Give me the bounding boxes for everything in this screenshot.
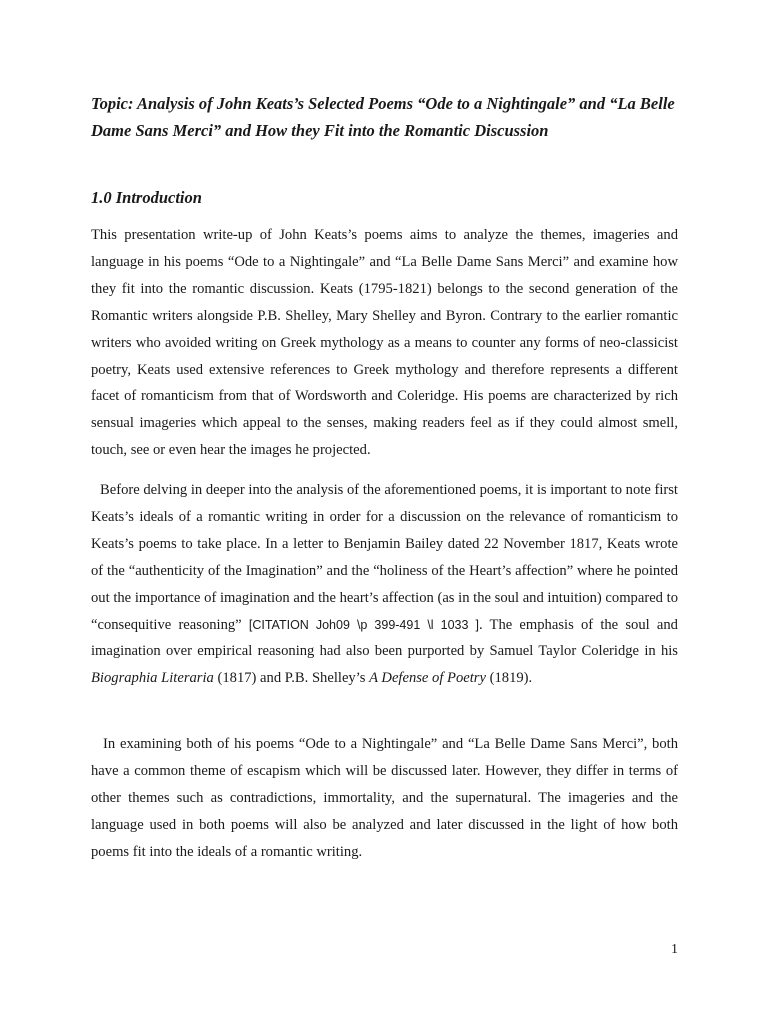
- intro-paragraph-3: In examining both of his poems “Ode to a Nightingale” and “La Belle Dame Sans Merci”, both have a common theme of escapism which will be discussed later. However, they differ in terms of other themes such as contradictions, immortality, and the supernatural. The imageries and the language used in both poems will also be analyzed and later discussed in the light of how both poems fit into the ideals of a romantic writing.: [91, 736, 678, 860]
- section-heading: 1.0 Introduction: [91, 188, 202, 207]
- page-number: 1: [671, 942, 678, 957]
- book-title-biographia: Biographia Literaria: [91, 670, 214, 687]
- citation-field: [CITATION Joh09 \p 399-491 \l 1033 ]: [248, 617, 479, 632]
- intro-paragraph-2: [91, 477, 678, 692]
- page-content: [91, 90, 678, 860]
- document-topic-title: Topic: Analysis of John Keats’s Selected Poems “Ode to a Nightingale” and “La Belle Dame Sans Merci” and How they Fit into the Romantic Discussion: [91, 94, 675, 140]
- intro-paragraph-1: This presentation write-up of John Keats’s poems aims to analyze the themes, imageries and language in his poems “Ode to a Nightingale” and “La Belle Dame Sans Merci” and examine how they fit into the romantic discussion. Keats (1795-1821) belongs to the second generation of the Romantic writers alongside P.B. Shelley, Mary Shelley and Byron. Contrary to the earlier romantic writers who avoided writing on Greek mythology as a means to counter any forms of neo-classicist poetry, Keats used extensive references to Greek mythology and therefore represents a different facet of romanticism from that of Wordsworth and Coleridge. His poems are characterized by rich sensual imageries which appeal to the senses, making readers feel as if they could almost smell, touch, see or even hear the images he projected.: [91, 227, 678, 459]
- book-title-defense-of-poetry: A Defense of Poetry: [369, 670, 486, 687]
- paragraph-2-text-1: Before delving in deeper into the analysis of the aforementioned poems, it is important to note first Keats’s ideals of a romantic writing in order for a discussion on the relevance of romanticism to Keats’s poems to take place. In a letter to Benjamin Bailey dated 22 November 1817, Keats wrote of the “authenticity of the Imagination” and the “holiness of the Heart’s affection” where he pointed out the importance of imagination and the heart’s affection (as in the soul and intuition) compared to “consequitive reasoning”: [91, 482, 678, 633]
- paragraph-2-text-4: (1819).: [485, 670, 533, 687]
- paragraph-2-text-2: . The emphasis of the soul and imagination over empirical reasoning had also been purported by Samuel Taylor Coleridge in his: [91, 616, 678, 660]
- paragraph-2-text-3: (1817) and P.B. Shelley’s: [213, 670, 370, 687]
